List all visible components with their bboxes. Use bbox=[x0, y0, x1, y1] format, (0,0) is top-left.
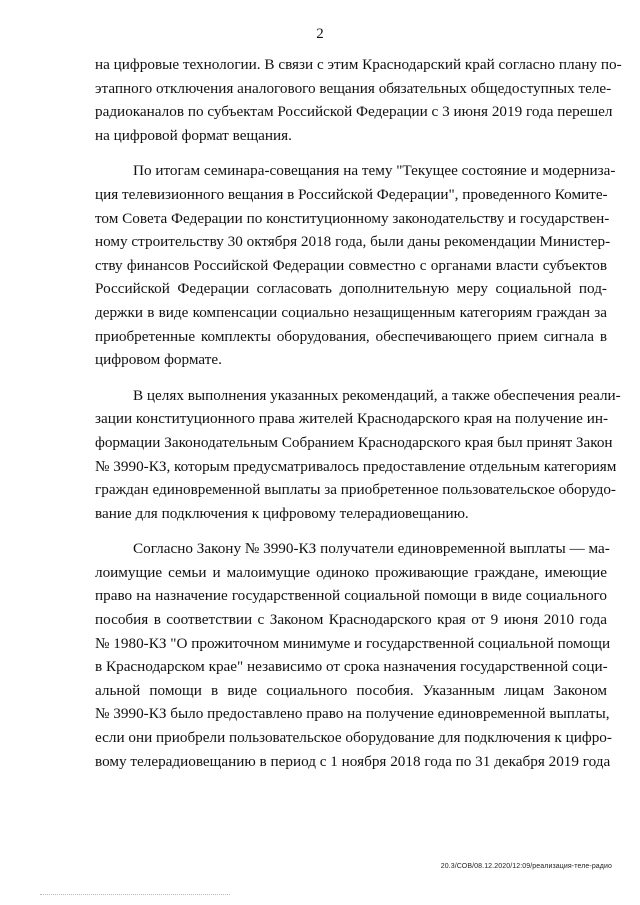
text-line: на цифровой формат вещания. bbox=[95, 126, 292, 144]
paragraph-3 bbox=[95, 384, 621, 526]
page-number: 2 bbox=[316, 26, 324, 42]
text-line: ному строительству 30 октября 2018 года, были даны рекомендации Министер- bbox=[95, 233, 611, 251]
text-line: Согласно Закону № 3990-КЗ получатели единовременной выплаты — ма- bbox=[133, 540, 610, 558]
text-line: если они приобрели пользовательское оборудование для подключения к цифро- bbox=[95, 729, 612, 747]
text-line: право на назначение государственной социальной помощи в виде социального bbox=[95, 587, 607, 605]
text-line: зации конституционного права жителей Краснодарского края на получение ин- bbox=[95, 410, 609, 428]
text-line: вому телерадиовещанию в период с 1 ноября 2018 года по 31 декабря 2019 года bbox=[95, 752, 611, 770]
scan-artifact bbox=[40, 894, 230, 897]
text-line: вание для подключения к цифровому телерадиовещанию. bbox=[95, 504, 469, 522]
text-line: приобретенные комплекты оборудования, обеспечивающего прием сигнала в bbox=[95, 327, 607, 345]
document-footer-code: 20.3/СОВ/08.12.2020/12:09/реализация-теле-радио bbox=[440, 863, 612, 870]
text-line: формации Законодательным Собранием Краснодарского края был принят Закон bbox=[95, 433, 613, 451]
text-line: ция телевизионного вещания в Российской Федерации", проведенного Комите- bbox=[95, 185, 608, 203]
text-line: пособия в соответствии с Законом Краснодарского края от 9 июня 2010 года bbox=[95, 611, 607, 629]
text-line: № 3990-КЗ было предоставлено право на получение единовременной выплаты, bbox=[95, 705, 610, 723]
text-line: цифровом формате. bbox=[95, 351, 222, 369]
text-line: радиоканалов по субъектам Российской Федерации с 3 июня 2019 года перешел bbox=[95, 103, 613, 121]
text-line: граждан единовременной выплаты за приобретенное пользовательское оборудо- bbox=[95, 481, 616, 499]
text-line: в Краснодарском крае" независимо от срока назначения государственной соци- bbox=[95, 658, 608, 676]
text-line: лоимущие семьи и малоимущие одиноко проживающие граждане, имеющие bbox=[95, 563, 607, 581]
text-line: держки в виде компенсации социально незащищенным категориям граждан за bbox=[95, 303, 607, 321]
text-line: на цифровые технологии. В связи с этим Краснодарский край согласно плану по- bbox=[95, 56, 622, 73]
text-line: альной помощи в виде социального пособия. Указанным лицам Законом bbox=[95, 681, 607, 699]
text-line: № 1980-КЗ "О прожиточном минимуме и государственной социальной помощи bbox=[95, 634, 611, 652]
text-line: № 3990-КЗ, которым предусматривалось предоставление отдельным категориям bbox=[95, 457, 617, 475]
document-body bbox=[95, 53, 622, 785]
paragraph-2 bbox=[95, 159, 616, 371]
text-line: По итогам семинара-совещания на тему "Текущее состояние и модерниза- bbox=[133, 162, 616, 180]
text-line: этапного отключения аналогового вещания обязательных общедоступных теле- bbox=[95, 79, 612, 97]
text-line: Российской Федерации согласовать дополнительную меру социальной под- bbox=[95, 280, 607, 298]
paragraph-1 bbox=[95, 53, 622, 147]
text-line: В целях выполнения указанных рекомендаций, а также обеспечения реали- bbox=[133, 386, 621, 404]
text-line: том Совета Федерации по конституционному законодательству и государствен- bbox=[95, 209, 610, 227]
paragraph-4 bbox=[95, 537, 612, 773]
text-line: ству финансов Российской Федерации совместно с органами власти субъектов bbox=[95, 256, 607, 274]
